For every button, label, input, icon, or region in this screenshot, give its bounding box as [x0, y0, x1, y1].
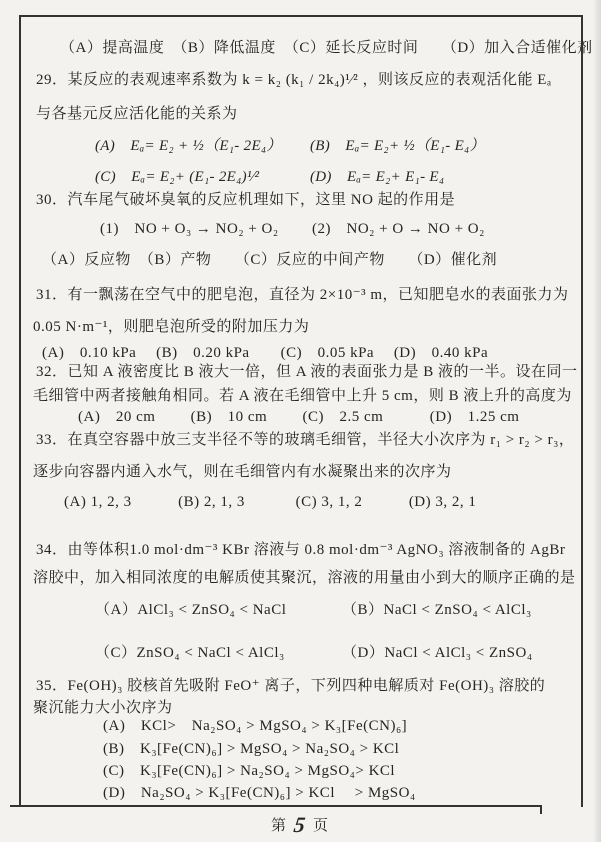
footer-divider-line: [10, 805, 542, 807]
q33-stem-line1: 33．在真空容器中放三支半径不等的玻璃毛细管，半径大小次序为 r₁ > r₂ > r₃，: [36, 432, 575, 448]
q31-stem-line2: 0.05 N·m⁻¹，则肥皂泡所受的附加压力为: [33, 319, 310, 335]
q35-option-d: (D) Na₂SO₄ > K₃[Fe(CN)₆] > KCl > MgSO₄: [103, 785, 416, 801]
q29-option-b: (B) Eₐ= E₂+ ½（E₁- E₄）: [310, 138, 485, 154]
q33-stem-line2: 逐步向容器内通入水气，则在毛细管内有水凝聚出来的次序为: [33, 464, 452, 480]
q34-stem-line2: 溶胶中，加入相同浓度的电解质使其聚沉，溶液的用量由小到大的顺序正确的是: [33, 570, 576, 586]
q35-option-c: (C) K₃[Fe(CN)₆] > Na₂SO₄ > MgSO₄> KCl: [103, 763, 396, 779]
q33-options-line: (A) 1, 2, 3 (B) 2, 1, 3 (C) 3, 1, 2 (D) 3, 2, 1: [64, 494, 477, 510]
q35-stem-line2: 聚沉能力大小次序为: [33, 700, 173, 716]
q30-options-line: （A）反应物 （B）产物 （C）反应的中间产物 （D）催化剂: [42, 252, 498, 268]
footer-suffix: 页: [313, 818, 331, 834]
q31-options-line: (A) 0.10 kPa (B) 0.20 kPa (C) 0.05 kPa (D) 0.40 kPa: [42, 345, 489, 361]
q34-option-a: （A）AlCl₃ < ZnSO₄ < NaCl: [95, 602, 287, 618]
q35-option-a: (A) KCl> Na₂SO₄ > MgSO₄ > K₃[Fe(CN)₆]: [103, 718, 408, 734]
q35-stem-line1: 35．Fe(OH)₃ 胶核首先吸附 FeO⁺ 离子，下列四种电解质对 Fe(OH)₃ 溶胶的: [36, 678, 546, 694]
q34-stem-line1: 34．由等体积1.0 mol·dm⁻³ KBr 溶液与 0.8 mol·dm⁻³ AgNO₃ 溶液制备的 AgBr: [36, 542, 566, 558]
q29-stem-line1: 29．某反应的表观速率系数为 k = k₂ (k₁ / 2k₄)¹⁄² ，则该反应的表观活化能 Eₐ: [36, 72, 552, 88]
q34-option-b: （B）NaCl < ZnSO₄ < AlCl₃: [342, 602, 532, 618]
q29-option-a: (A) Eₐ= E₂ + ½（E₁- 2E₄）: [95, 138, 282, 154]
q32-stem-line2: 毛细管中两者接触角相同。若 A 液在毛细管中上升 5 cm，则 B 液上升的高度为: [33, 388, 572, 404]
q34-option-c: （C）ZnSO₄ < NaCl < AlCl₃: [95, 645, 285, 661]
q29-option-d: (D) Eₐ= E₂+ E₁- E₄: [310, 169, 445, 185]
q32-stem-line1: 32．已知 A 液密度比 B 液大一倍，但 A 液的表面张力是 B 液的一半。设在同一: [36, 364, 578, 380]
q30-stem: 30．汽车尾气破坏臭氧的反应机理如下，这里 NO 起的作用是: [36, 192, 456, 208]
q30-mechanism-2: (2) NO₂ + O → NO + O₂: [312, 221, 485, 237]
q29-stem-line2: 与各基元反应活化能的关系为: [36, 106, 238, 122]
q28-options-line: （A）提高温度 （B）降低温度 （C）延长反应时间 （D）加入合适催化剂: [60, 40, 593, 56]
q32-options-line: (A) 20 cm (B) 10 cm (C) 2.5 cm (D) 1.25 cm: [78, 409, 520, 425]
q29-option-c: (C) Eₐ= E₂+ (E₁- 2E₄)¹⁄²: [95, 169, 260, 185]
footer-page-number: 5: [292, 812, 309, 837]
scan-edge-shadow: [593, 0, 601, 842]
q35-option-b: (B) K₃[Fe(CN)₆] > MgSO₄ > Na₂SO₄ > KCl: [103, 741, 400, 757]
page-footer: [0, 812, 601, 838]
q31-stem-line1: 31．有一飘荡在空气中的肥皂泡，直径为 2×10⁻³ m，已知肥皂水的表面张力为: [36, 287, 569, 303]
footer-prefix: 第: [270, 818, 288, 834]
q34-option-d: （D）NaCl < AlCl₃ < ZnSO₄: [342, 645, 533, 661]
q30-mechanism-1: (1) NO + O₃ → NO₂ + O₂: [100, 221, 279, 237]
